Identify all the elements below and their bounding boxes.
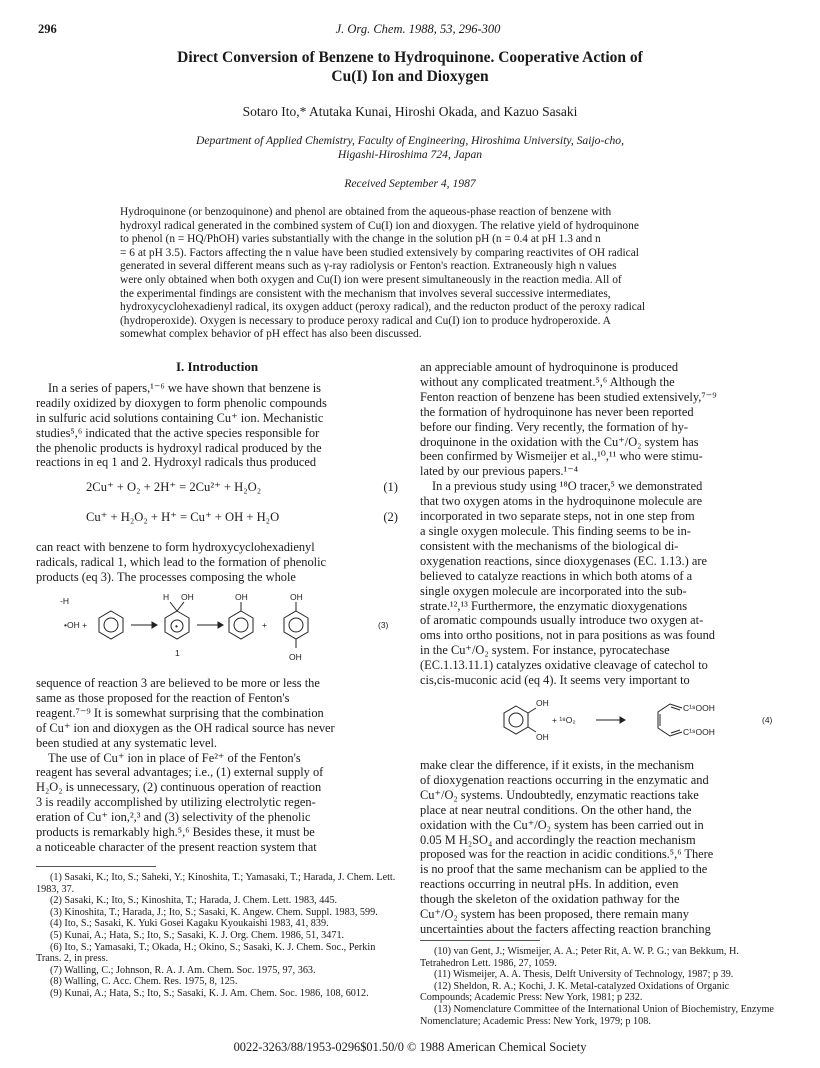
text-line: products is remarkably high.⁵,⁶ Besides these, it must be [36,825,315,840]
footnote-divider [420,940,540,941]
text-line: strate.¹²,¹³ Furthermore, the enzymatic dioxygenations [420,598,688,613]
text-line: the phenolic products is hydroxyl radical produced by the [36,440,322,455]
abstract-line: (hydroperoxide). Oxygen is necessary to produce peroxy radical and Cu(I) ion to produce hydroperoxide. A [120,314,611,327]
text-line: make clear the difference, if it exists, in the mechanism [420,758,694,772]
equation-2-number: (2) [383,510,398,525]
text-line: before our finding. Very recently, the formation of hy- [420,419,689,434]
equation-1-text: 2Cu⁺ + O₂ + 2H⁺ = 2Cu²⁺ + H₂O₂ [86,480,262,495]
label-radical-dot: • [175,621,178,631]
footnotes-left [36,872,398,1000]
text-line: same as those proposed for the reaction of Fenton's [36,690,290,705]
footnote: (5) Kunai, A.; Hata, S.; Ito, S.; Sasaki, K. J. Org. Chem. 1986, 51, 3471. [50,929,345,941]
text-line: a noticeable character of the present reaction system that [36,839,317,854]
footnote: (2) Sasaki, K.; Ito, S.; Kinoshita, T.; Harada, J. Chem. Lett. 1983, 445. [50,895,338,907]
text-line: In a previous study using ¹⁸O tracer,⁵ we demonstrated [432,479,703,494]
affiliation-line-2: Higashi-Hiroshima 724, Japan [337,147,483,161]
text-line: Cu⁺/O₂ systems. Undoubtedly, enzymatic reactions take [420,787,699,802]
reaction-scheme-3 [36,590,398,670]
equation-4-number: (4) [762,715,773,725]
text-line: without any complicated treatment.⁵,⁶ Although the [420,374,675,389]
text-line: cis,cis-muconic acid (eq 4). It seems very important to [420,673,690,688]
text-line: of Cu⁺ ion and dioxygen as the OH radical source has never [36,720,335,735]
footnote: (4) Ito, S.; Sasaki, K. Yuki Gosei Kagaku Kyoukaishi 1983, 41, 839. [50,918,329,930]
text-line: 0.05 M H₂SO₄ and accordingly the reaction mechanism [420,832,696,847]
abstract-line: to phenol (n = HQ/PhOH) varies substantially with the change in the solution pH (n = 0.4 at pH 1.3 and n [120,233,601,246]
equation-3-number: (3) [378,620,389,630]
equation-1 [36,480,398,502]
text-line: though the skeleton of the oxidation pathway for the [420,892,680,907]
label-oh-hq-top: OH [290,592,303,602]
text-line: oxidation with the Cu⁺/O₂ system has been carried out in [420,817,704,832]
hydroquinone-ring [284,611,308,639]
footnote: (7) Walling, C.; Johnson, R. A. J. Am. Chem. Soc. 1975, 97, 363. [50,964,316,976]
footnote: (3) Kinoshita, T.; Harada, J.; Ito, S.; Sasaki, K. Angew. Chem. Suppl. 1983, 599. [50,906,378,918]
abstract-line: Hydroquinone (or benzoquinone) and phenol are obtained from the aqueous-phase reaction of benzene with [120,206,612,218]
label-oh-radical-adduct: OH [181,592,194,602]
label-product-bottom: C¹⁸OOH [683,727,715,737]
abstract-line: hydroxyl radical generated in the combined system of Cu(I) ion and dioxygen. The relative yield of hydroquinone [120,219,639,232]
text-line: lated by our previous papers.¹⁻⁴ [420,464,579,479]
text-line: eration of Cu⁺ ion,²,³ and (3) selectivity of the phenolic [36,810,311,825]
text-line: radicals, radical 1, which lead to the formation of phenolic [36,555,327,570]
text-line: is no proof that the same mechanism can be applied to the [420,862,708,877]
text-line: (EC.1.13.11.1) catalyzes oxidative cleavage of catechol to [420,658,708,673]
text-line: uncertainties about the facters affecting reaction branching [420,921,711,936]
footnote: (6) Ito, S.; Yamasaki, T.; Okada, H.; Okino, S.; Sasaki, K. J. Chem. Soc., Perkin Trans. 2, in press. [36,941,376,965]
text-line: incorporated in two separate steps, not in one step from [420,509,695,524]
text-line: oxygenation reactions, since dioxygenases (EC. 1.13.) are [420,553,707,568]
abstract [120,206,702,342]
footnote: (11) Wismeijer, A. A. Thesis, Delft University of Technology, 1987; p 39. [434,969,734,981]
affiliation [90,134,730,161]
label-h: H [163,592,170,602]
right-column-top [420,360,782,688]
affiliation-line-1: Department of Applied Chemistry, Faculty of Engineering, Hiroshima University, Saijo-cho, [196,134,624,147]
text-line: products (eq 3). The processes composing the whole [36,570,296,585]
text-line: can react with benzene to form hydroxycyclohexadienyl [36,540,315,555]
authors: Sotaro Ito,* Atutaka Kunai, Hiroshi Okada, and Kazuo Sasaki [242,104,578,119]
equation-1-number: (1) [383,480,398,495]
page-number: 296 [38,22,57,36]
title-line-1: Direct Conversion of Benzene to Hydroquinone. Cooperative Action of [177,49,643,66]
footnote: (13) Nomenclature Committee of the International Union of Biochemistry, Enzyme Nomenclature; Academic Press: New York, 1979; p 108. [420,1003,774,1027]
text-line: a single oxygen molecule. This finding seems to be in- [420,523,691,538]
intro-paragraph-2 [36,540,398,585]
equation-2-text: Cu⁺ + H₂O₂ + H⁺ = Cu⁺ + OH + H₂O [86,510,280,525]
page-footer: 0022-3263/88/1953-0296$01.50/0 © 1988 American Chemical Society [233,1040,587,1054]
text-line: in the Cu⁺/O₂ system. For instance, pyrocatechase [420,643,670,658]
abstract-line: somewhat complex behavior of pH effect has also been discussed. [120,328,422,341]
label-minus-h: -H [60,596,69,606]
label-product-top: C¹⁸OOH [683,703,715,713]
right-column-bottom [420,758,782,937]
left-column-bottom [36,676,398,855]
abstract-line: = 6 at pH 3.5). Factors affecting the n value have been studied extensively by comparing reactivites of OH radical [120,246,639,259]
text-line: reagent has several advantages; i.e., (1) external supply of [36,765,324,780]
text-line: that two oxygen atoms in the hydroquinone molecule are [420,494,703,509]
text-line: of aromatic compounds usually introduce two oxygen at- [420,613,704,628]
abstract-line: the experimental findings are consistent with the mechanism that involves several successive intermediates, [120,287,611,300]
footnote: (12) Sheldon, R. A.; Kochi, J. K. Metal-catalyzed Oxidations of Organic Compounds; Academic Press: New York, 1981; p 232. [420,980,730,1004]
title-line-2: Cu(I) Ion and Dioxygen [331,68,489,85]
text-line: oms into ortho positions, not in para positions as was found [420,628,715,643]
text-line: readily oxidized by dioxygen to form phenolic compounds [36,395,327,410]
label-oh-bottom: OH [536,732,549,742]
text-line: been studied at any systematic level. [36,735,217,750]
footnote-divider [36,866,156,867]
catechol-ring [504,706,528,734]
text-line: proposed was for the reaction in acidic conditions.⁵,⁶ There [420,847,714,862]
footnotes-right [420,946,782,1027]
label-compound-1: 1 [175,648,180,658]
text-line: consistent with the mechanisms of the biological di- [420,538,679,553]
text-line: single oxygen molecule are incorporated into the sub- [420,583,687,598]
section-heading: I. Introduction [175,359,259,374]
phenol-ring [229,611,253,639]
text-line: reactions occurring in neutral pHs. In addition, even [420,877,679,892]
intro-paragraph-1 [36,381,398,470]
text-line: the formation of hydroquinone has never been reported [420,404,694,419]
received-date: Received September 4, 1987 [344,177,476,190]
footnote: (10) van Gent, J.; Wismeijer, A. A.; Peter Rit, A. W. P. G.; van Bekkum, H. Tetrahedron Lett. 1986, 27, 1059. [420,946,739,969]
article-title [60,48,760,86]
text-line: an appreciable amount of hydroquinone is produced [420,360,679,374]
abstract-line: hydroxycyclohexadienyl radical, its oxygen adduct (peroxy radical), and the reducton product of the peroxy radical [120,301,646,314]
text-line: droquinone in the oxidation with the Cu⁺/O₂ system has [420,434,699,449]
muconic-acid-skeleton [658,704,682,736]
label-reagent: + ¹⁸O₂ [552,715,576,725]
text-line: sequence of reaction 3 are believed to be more or less the [36,676,320,690]
abstract-line: generated in several different means such as γ-ray radiolysis or Fenton's reaction. Extraneously high n values [120,260,617,273]
text-line: believed to catalyze reactions in which both atoms of a [420,568,693,583]
text-line: Cu⁺/O₂ system has been proposed, there remain many [420,907,689,922]
text-line: In a series of papers,¹⁻⁶ we have shown that benzene is [48,380,321,395]
abstract-line: were only obtained when both oxygen and Cu(I) ion were present simultaneously in the reaction media. All of [120,273,622,286]
label-oh-radical: •OH + [64,620,88,630]
label-plus: + [262,620,267,630]
equation-2 [36,510,398,532]
text-line: The use of Cu⁺ ion in place of Fe²⁺ of the Fenton's [48,750,301,765]
footnote: (9) Kunai, A.; Hata, S.; Ito, S.; Sasaki, K. J. Am. Chem. Soc. 1986, 108, 6012. [50,987,369,999]
benzene-ring [99,611,123,639]
text-line: place at near neutral conditions. On the other hand, the [420,802,692,817]
left-column-top [36,360,398,585]
text-line: Fenton reaction of benzene has been studied extensively,⁷⁻⁹ [420,389,717,404]
text-line: reactions in eq 1 and 2. Hydroxyl radicals thus produced [36,455,317,470]
label-oh-hq-bottom: OH [289,652,302,662]
label-oh-phenol: OH [235,592,248,602]
text-line: 3 is readily accomplished by utilizing electrolytic regen- [36,795,316,810]
text-line: in sulfuric acid solutions containing Cu⁺ ion. Mechanistic [36,410,324,425]
text-line: of dioxygenation reactions occurring in the enzymatic and [420,772,709,787]
text-line: been confirmed by Wismeijer et al.,¹⁰,¹¹ who were stimu- [420,449,703,464]
journal-citation: J. Org. Chem. 1988, 53, 296-300 [335,22,501,36]
text-line: studies⁵,⁶ indicated that the active species responsible for [36,425,320,440]
label-oh-top: OH [536,698,549,708]
running-header [38,22,798,38]
footnote: (8) Walling, C. Acc. Chem. Res. 1975, 8, 125. [50,976,238,988]
reaction-scheme-4 [420,690,782,752]
text-line: reagent.⁷⁻⁹ It is somewhat surprising that the combination [36,705,324,720]
footnote: (1) Sasaki, K.; Ito, S.; Saheki, Y.; Kinoshita, T.; Yamasaki, T.; Harada, J. Chem. Lett. 1983, 37. [36,872,396,895]
text-line: H₂O₂ is unnecessary, (2) continuous operation of reaction [36,780,322,795]
